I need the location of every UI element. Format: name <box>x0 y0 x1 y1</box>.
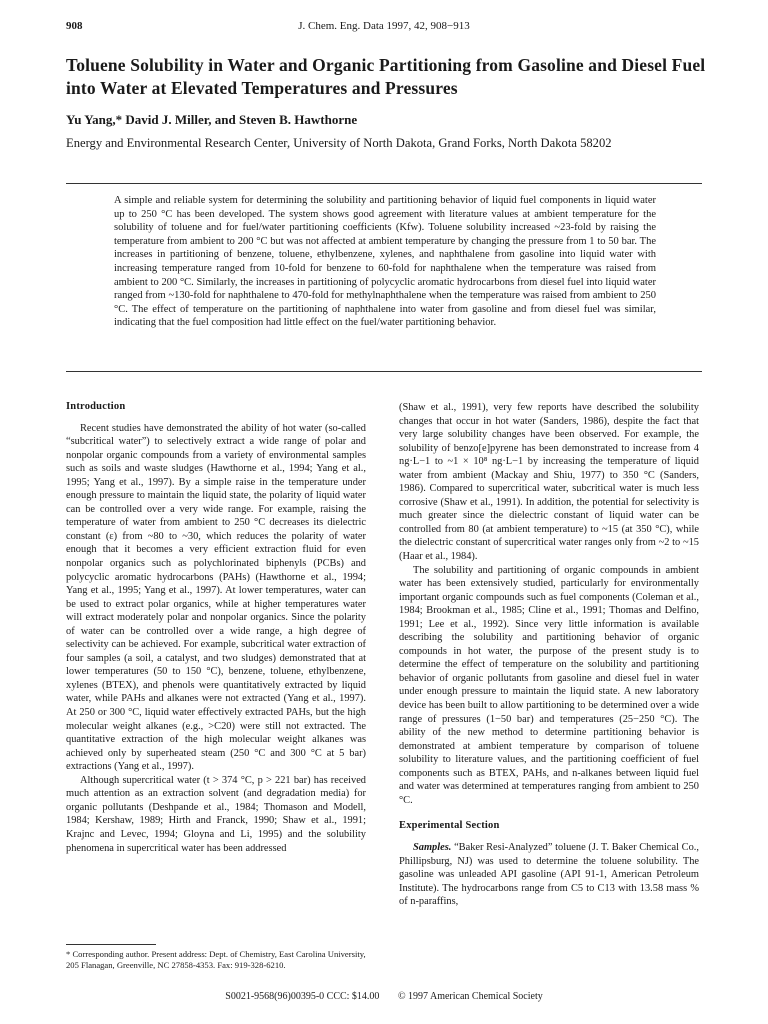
abstract-bottom-rule <box>66 371 702 372</box>
intro-paragraph-1: Recent studies have demonstrated the ability of hot water (so-called “subcritical water”) to selectively extract a wide range of polar and nonpolar organic compounds from a variety of environmental samples such as soils and waste sludges (Hawthorne et al., 1994; Yang et al., 1995; Yang et al., 1997). By a simple raise in the temperature under enough pressure to maintain the liquid state, the polarity of liquid water can be controlled over a very wide range. For example, raising the temperature of water from ambient to 250 °C decreases its dielectric constant (ε) from ~80 to ~30, which reduces the polarity of water enough that it becomes a very efficient extraction fluid for even nonpolar organics such as polychlorinated biphenyls (PCBs) and polycyclic aromatic hydrocarbons (PAHs) (Hawthorne et al., 1994; Yang et al., 1995; Yang et al., 1997). At lower temperatures, water can be used to extract polar organics, while at higher temperatures water will extract moderately polar and nonpolar organics. Since the polarity of water can be controlled over a wide range, a high degree of selectivity can be achieved. For example, subcritical water extraction of four samples (a soil, a catalyst, and two sludges) demonstrated that at lower temperatures (50 to 150 °C), benzene, toluene, ethylbenzene, xylenes (BTEX), and phenols were quantitatively extracted by liquid water, while PAHs and alkanes were not extracted (Yang et al., 1997). At 250 or 300 °C, liquid water effectively extracted PAHs, but the high molecular weight alkanes (e.g., >C20) were still not extracted. The quantitative extraction of the high molecular weight alkanes was achieved only by superheated steam (250 °C and 300 °C at 5 bar) extractions (Yang et al., 1997). <box>66 422 366 773</box>
section-heading-introduction: Introduction <box>66 401 126 412</box>
right-column <box>399 401 699 909</box>
page-number: 908 <box>66 20 83 32</box>
right-paragraph-2: The solubility and partitioning of organic compounds in ambient water has been extensively studied, particularly for environmentally important organic compounds such as fuel components (Coleman et al., 1984; Brookman et al., 1985; Cline et al., 1991; Thomas and Delfino, 1991; Lee et al., 1992). Since very little information is available describing the solubility and partitioning behavior of organic compounds in hot water, the purpose of the present study is to determine the effect of temperature on the solubility and partitioning behavior of organic pollutants from gasoline and diesel fuel in water under enough pressure to maintain the liquid state. A new laboratory device has been built to allow partitioning to be determined over a wide range of pressures (1−50 bar) and temperatures (25−250 °C). The ability of the new method to determine partitioning behavior is demonstrated at ambient temperature by comparison of toluene solubility to literature values, and the partitioning coefficient of fuel components such as BTEX, PAHs, and n-alkanes between liquid fuel and water was determined at temperatures ranging from ambient to 250 °C. <box>399 564 699 806</box>
corresponding-author-footnote: * Corresponding author. Present address: Dept. of Chemistry, East Carolina University, 205 Flanagan, Greenville, NC 27858-4353. Fax: 919-328-6210. <box>66 949 366 970</box>
abstract-top-rule <box>66 183 702 184</box>
article-code: S0021-9568(96)00395-0 CCC: $14.00 <box>225 991 380 1002</box>
author-list: Yu Yang,* David J. Miller, and Steven B. Hawthorne <box>66 112 358 127</box>
article-title: Toluene Solubility in Water and Organic Partitioning from Gasoline and Diesel Fuel into Water at Elevated Temperatures and Pressures <box>66 55 706 98</box>
affiliation: Energy and Environmental Research Center, University of North Dakota, Grand Forks, North Dakota 58202 <box>66 136 612 150</box>
copyright-notice: © 1997 American Chemical Society <box>397 991 543 1002</box>
section-heading-experimental: Experimental Section <box>399 820 500 832</box>
left-column <box>66 400 366 855</box>
right-paragraph-1: (Shaw et al., 1991), very few reports have described the solubility changes that occur in hot water (Sanders, 1986), despite the fact that very large solubility changes have been observed. For example, the solubility of benzo[e]pyrene has been demonstrated to increase from 4 ng·L−1 to ~1 × 10⁸ ng·L−1 by increasing the temperature of liquid water from ambient (Mackay and Shiu, 1977) to 350 °C (Sanders, 1986). Compared to supercritical water, subcritical water is much less corrosive (Shaw et al., 1991). In addition, the potential for selectivity is much greater since the dielectric constant of liquid water can be controlled from 80 (at ambient temperature) to ~15 (at 350 °C), while the dielectric constant of supercritical water ranges only from ~2 to ~15 (Haar et al., 1984). <box>399 402 699 563</box>
samples-runin-heading: Samples. <box>413 841 452 853</box>
samples-paragraph <box>399 841 699 909</box>
footnote-rule <box>66 944 156 945</box>
page-footer <box>0 991 768 1002</box>
intro-paragraph-2: Although supercritical water (t > 374 °C, p > 221 bar) has received much attention as an extraction solvent (and degradation media) for organic pollutants (Deshpande et al., 1984; Thomason and Modell, 1984; Kershaw, 1989; Hirth and Franck, 1990; Shaw et al., 1991; Krajnc and Levec, 1994; Gloyna and Li, 1995) and the solubility phenomena in supercritical water has been addressed <box>66 774 366 854</box>
abstract-text: A simple and reliable system for determining the solubility and partitioning behavior of liquid fuel components in liquid water up to 250 °C has been developed. The system shows good agreement with literature values at ambient temperature for the solubility of toluene and for fuel/water partitioning coefficients (Kfw). Toluene solubility increased ~23-fold by raising the temperature from ambient to 200 °C but was not affected at ambient temperature by changing the pressure from 1 to 50 bar. The increases in partitioning of benzene, toluene, ethylbenzene, xylenes, and naphthalene from gasoline into liquid water with increasing temperature ranged from 10-fold for benzene to 60-fold for naphthalene when the temperature was raised from ambient to 200 °C. Similarly, the increases in partitioning of polycyclic aromatic hydrocarbons from diesel fuel into liquid water ranged from ~130-fold for naphthalene to 470-fold for methylnaphthalene when the temperature was raised from ambient to 250 °C. The effect of temperature on the partitioning of naphthalene into water from gasoline and from diesel fuel was similar, indicating that the fuel composition had little effect on the fuel/water partitioning behavior. <box>114 195 656 329</box>
journal-citation: J. Chem. Eng. Data 1997, 42, 908−913 <box>298 20 470 32</box>
samples-text: “Baker Resi-Analyzed” toluene (J. T. Baker Chemical Co., Phillipsburg, NJ) was used to determine the toluene solubility. The gasoline was unleaded API gasoline (API 91-1, American Petroleum Institute). The hydrocarbons range from C5 to C13 with 13.58 mass % of n-paraffins, <box>399 841 699 908</box>
